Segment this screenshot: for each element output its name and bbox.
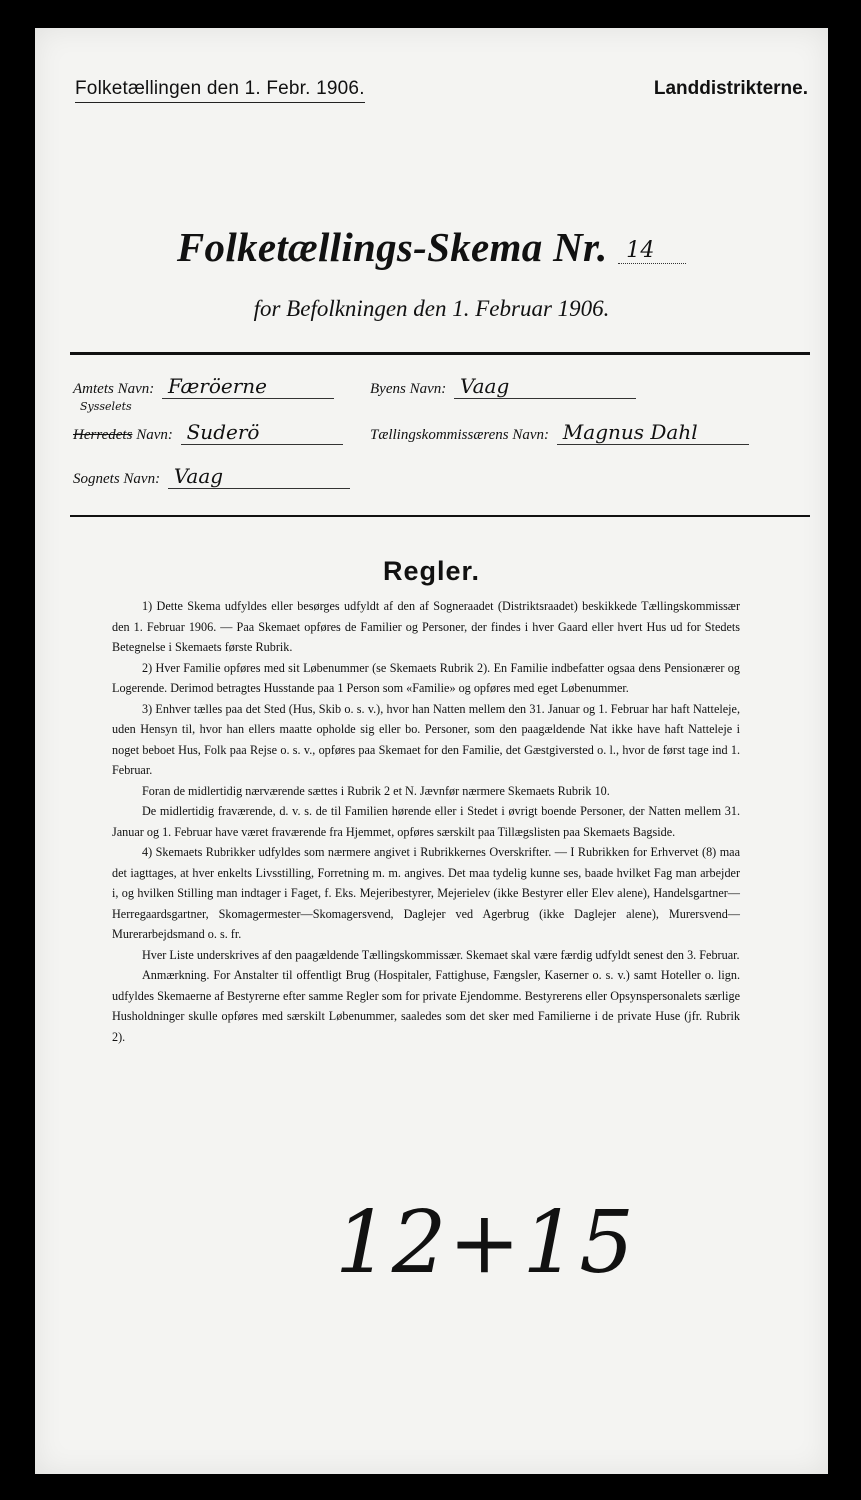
rule-paragraph: Foran de midlertidig nærværende sættes i Rubrik 2 et N. Jævnfør nærmere Skemaets Rubrik 10. xyxy=(142,783,610,798)
rule-paragraph: Anmærkning. For Anstalter til offentligt Brug (Hospitaler, Fattighuse, Fængsler, Kaserner o. s. v.) samt Hoteller o. lign. udfyldes Skemaerne af Bestyrerne efter samme Regler som for private Ejendomme. Bestyrerens eller Opsynspersonalets særlige Husholdninger skulle opføres med særskilt Løbenummer, saaledes som det sker med Familierne i de private Huse (jfr. Rubrik 2). xyxy=(112,968,740,1044)
kommissaer-field xyxy=(370,420,749,445)
census-form-page xyxy=(35,28,828,1474)
sogn-field xyxy=(73,464,350,489)
rule-paragraph: 1) Dette Skema udfyldes eller besørges udfyldt af den af Sogneraadet (Distriktsraadet) beskikkede Tællingskommissær den 1. Februar 1906. — Paa Skemaet opføres de Familier og Personer, der findes i hver Gaard eller hvert Hus ud for Stedets Betegnelse i Skemaets første Rubrik. xyxy=(112,599,740,654)
herred-label-correction: Sysselets xyxy=(80,400,132,413)
amt-value: Færöerne xyxy=(162,374,334,399)
divider-top xyxy=(70,352,810,355)
rule-paragraph: Hver Liste underskrives af den paagældende Tællingskommissær. Skemaet skal være færdig udfyldt senest den 3. Februar. xyxy=(142,947,740,962)
rule-paragraph: 3) Enhver tælles paa det Sted (Hus, Skib o. s. v.), hvor han Natten mellem den 31. Januar og 1. Februar har haft Natteleje, uden Hensyn til, hvor han ellers maatte opholde sig eller bo. Personer, som den paagældende Nat ikke have haft Natteleje i noget beboet Hus, Folk paa Rejse o. s. v., opføres paa Skemaet for den Familie, det Gæstgiversted o. l., hvor de først tage ind 1. Februar. xyxy=(112,701,740,777)
form-number: 14 xyxy=(618,238,686,264)
form-title xyxy=(35,223,828,271)
amt-label: Amtets Navn: xyxy=(73,381,155,397)
handwritten-count: 12+15 xyxy=(335,1193,636,1293)
kommissaer-value: Magnus Dahl xyxy=(557,420,749,445)
header-census-date: Folketællingen den 1. Febr. 1906. xyxy=(75,78,365,103)
herred-field xyxy=(73,420,343,445)
form-subtitle: for Befolkningen den 1. Februar 1906. xyxy=(253,296,610,321)
rules-title: Regler. xyxy=(382,556,481,586)
herred-label-struck: Herredets xyxy=(73,427,133,443)
header-district-type: Landdistrikterne. xyxy=(653,78,808,99)
sogn-value: Vaag xyxy=(168,464,350,489)
rule-paragraph: De midlertidig fraværende, d. v. s. de til Familien hørende eller i Stedet i øvrigt boende Personer, der Natten mellem 31. Januar og 1. Februar have været fraværende fra Hjemmet, opføres særskilt paa Tillægslisten paa Skemaets Bagside. xyxy=(112,804,740,839)
rules-text xyxy=(112,596,740,1047)
byen-label: Byens Navn: xyxy=(370,381,447,397)
byen-field xyxy=(370,374,636,399)
herred-value: Suderö xyxy=(181,420,343,445)
herred-label: Navn: xyxy=(132,427,173,443)
divider-bottom xyxy=(70,515,810,517)
rule-paragraph: 4) Skemaets Rubrikker udfyldes som nærmere angivet i Rubrikkernes Overskrifter. — I Rubrikken for Erhvervet (8) maa det iagttages, at hver enkelts Livsstilling, Forretning m. m. angives. Det maa tydelig kunne ses, baade hvilket Fag man arbejder i, og hvilken Stilling man indtager i Faget, f. Eks. Mejeribestyrer, Mejerielev (ikke Bestyrer eller Elev alene), Handelsgartner—Herregaardsgartner, Skomagermester—Skomagersvend, Daglejer ved Agerbrug (ikke Daglejer alene), Murersvend—Murerarbejdsmand o. s. fr. xyxy=(112,845,740,941)
sogn-label: Sognets Navn: xyxy=(73,471,161,487)
kommissaer-label: Tællingskommissærens Navn: xyxy=(370,427,550,443)
amt-field xyxy=(73,374,334,399)
rule-paragraph: 2) Hver Familie opføres med sit Løbenummer (se Skemaets Rubrik 2). En Familie indbefatter ogsaa dens Pensionærer og Logerende. Derimod betragtes Husstande paa 1 Person som «Familie» og opføres med eget Løbenummer. xyxy=(112,660,740,695)
form-title-text: Folketællings-Skema Nr. xyxy=(176,224,608,270)
byen-value: Vaag xyxy=(454,374,636,399)
